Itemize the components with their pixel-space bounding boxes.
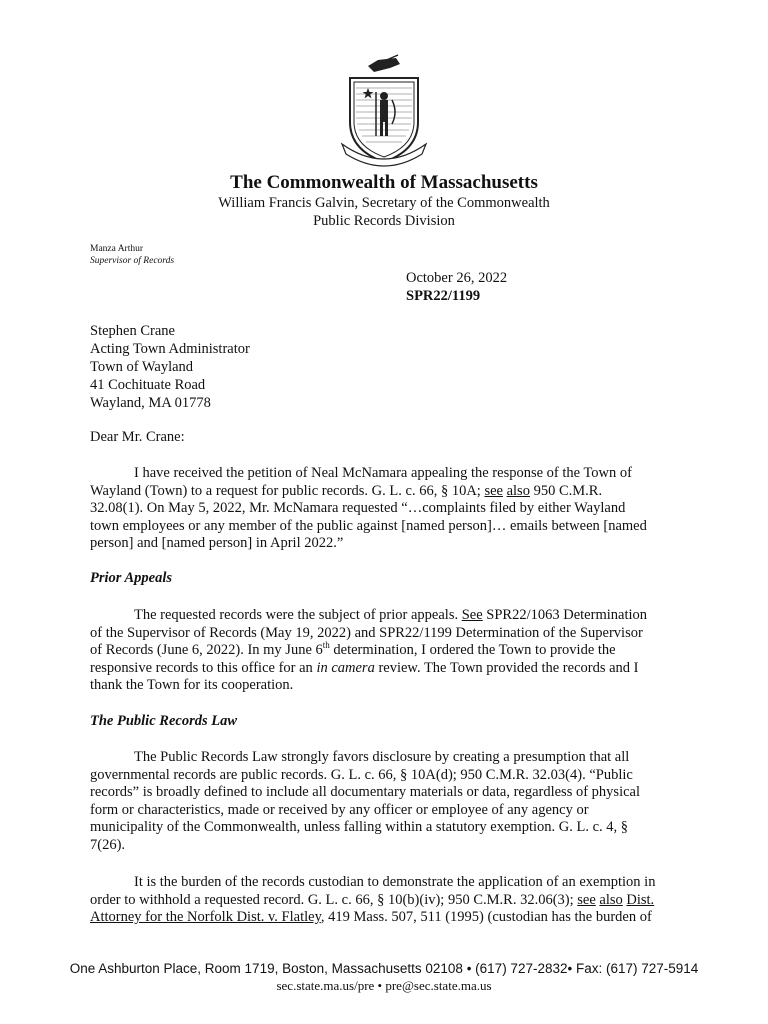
text-line: [90, 607, 690, 625]
recipient-name: Stephen Crane: [90, 323, 175, 339]
citation-signal: also: [599, 891, 623, 908]
footer-contact: sec.state.ma.us/pre • pre@sec.state.ma.us: [276, 978, 492, 993]
supervisor-name: Manza Arthur: [90, 244, 144, 254]
ordinal-suffix: th: [322, 640, 330, 651]
massachusetts-seal-icon: [338, 52, 430, 168]
letter-footer: [0, 960, 768, 994]
text-segment: SPR22/1063 Determination: [482, 607, 648, 623]
text-segment: responsive records to this office for an: [90, 659, 317, 676]
text-line: of the Supervisor of Records (May 19, 2022) and SPR22/1199 Determination of the Supervisor: [90, 624, 643, 641]
text-line: thank the Town for its cooperation.: [90, 677, 294, 694]
recipient-title: Acting Town Administrator: [90, 341, 250, 357]
text-line: records” is broadly defined to include all documentary materials or data, regardless of physical: [90, 784, 640, 801]
text-line: [90, 660, 690, 678]
text-line: The Public Records Law strongly favors disclosure by creating a presumption that all: [134, 749, 630, 765]
supervisor-block: [90, 243, 174, 267]
text-segment: The requested records were the subject of prior appeals.: [134, 607, 462, 623]
text-line: governmental records are public records. G. L. c. 66, § 10A(d); 950 C.M.R. 32.03(4). “Public: [90, 766, 633, 783]
supervisor-role: Supervisor of Records: [90, 256, 175, 266]
text-line: town employees or any member of the public against [named person]… emails between [named: [90, 517, 647, 534]
text-segment: review. The Town provided the records and I: [374, 659, 639, 676]
case-citation: Attorney for the Norfolk Dist. v. Flatley: [90, 909, 321, 926]
text-line: 32.08(1). On May 5, 2022, Mr. McNamara requested “…complaints filed by either Wayland: [90, 500, 626, 517]
text-line: form or characteristics, made or received by any officer or employee of any agency or: [90, 801, 589, 818]
case-citation: Dist.: [626, 891, 655, 908]
text-line: [90, 909, 690, 927]
text-segment: of Records (June 6, 2022). In my June 6: [90, 642, 323, 659]
section-heading-public-records-law: The Public Records Law: [90, 713, 238, 729]
text-segment: 950 C.M.R.: [529, 482, 603, 499]
paragraph-burden: [90, 874, 690, 927]
citation-signal: See: [461, 607, 483, 623]
letterhead-title: The Commonwealth of Massachusetts: [230, 172, 538, 193]
paragraph-prior-appeals: [90, 607, 690, 695]
recipient-city: Wayland, MA 01778: [90, 395, 211, 411]
recipient-org: Town of Wayland: [90, 359, 194, 375]
text-line: [90, 483, 690, 501]
letterhead-secretary: William Francis Galvin, Secretary of the Commonwealth: [218, 195, 550, 211]
text-segment: determination, I ordered the Town to provide the: [329, 642, 616, 659]
recipient-address: [90, 322, 250, 412]
citation-signal: also: [506, 482, 530, 499]
text-segment: , 419 Mass. 507, 511 (1995) (custodian has the burden of: [320, 909, 652, 926]
recipient-street: 41 Cochituate Road: [90, 377, 206, 393]
letter-date: October 26, 2022: [406, 270, 508, 286]
letterhead: [0, 172, 768, 230]
text-line: I have received the petition of Neal McNamara appealing the response of the Town of: [134, 465, 632, 481]
section-heading-prior-appeals: Prior Appeals: [90, 570, 173, 586]
paragraph-petition: [90, 465, 690, 553]
text-line: 7(26).: [90, 836, 126, 853]
footer-address: One Ashburton Place, Room 1719, Boston, Massachusetts 02108 • (617) 727-2832• Fax: (617) 727-5914: [69, 961, 699, 976]
text-segment: order to withhold a requested record. G. L. c. 66, § 10(b)(iv); 950 C.M.R. 32.06(3);: [90, 891, 578, 908]
text-line: [90, 642, 690, 660]
text-line: person] and [named person] in April 2022.”: [90, 535, 344, 552]
letterhead-division: Public Records Division: [313, 213, 455, 229]
paragraph-public-records-law: [90, 749, 690, 855]
text-line: municipality of the Commonwealth, unless falling within a statutory exemption. G. L. c. 4, §: [90, 819, 629, 836]
reference-number: SPR22/1199: [406, 288, 481, 304]
italic-term: in camera: [316, 659, 375, 676]
date-block: [406, 269, 507, 305]
text-segment: Wayland (Town) to a request for public records. G. L. c. 66, § 10A;: [90, 482, 485, 499]
text-line: [90, 892, 690, 910]
salutation: Dear Mr. Crane:: [90, 429, 185, 445]
text-line: It is the burden of the records custodian to demonstrate the application of an exemption in: [134, 874, 656, 890]
citation-signal: see: [577, 891, 596, 908]
citation-signal: see: [484, 482, 503, 499]
